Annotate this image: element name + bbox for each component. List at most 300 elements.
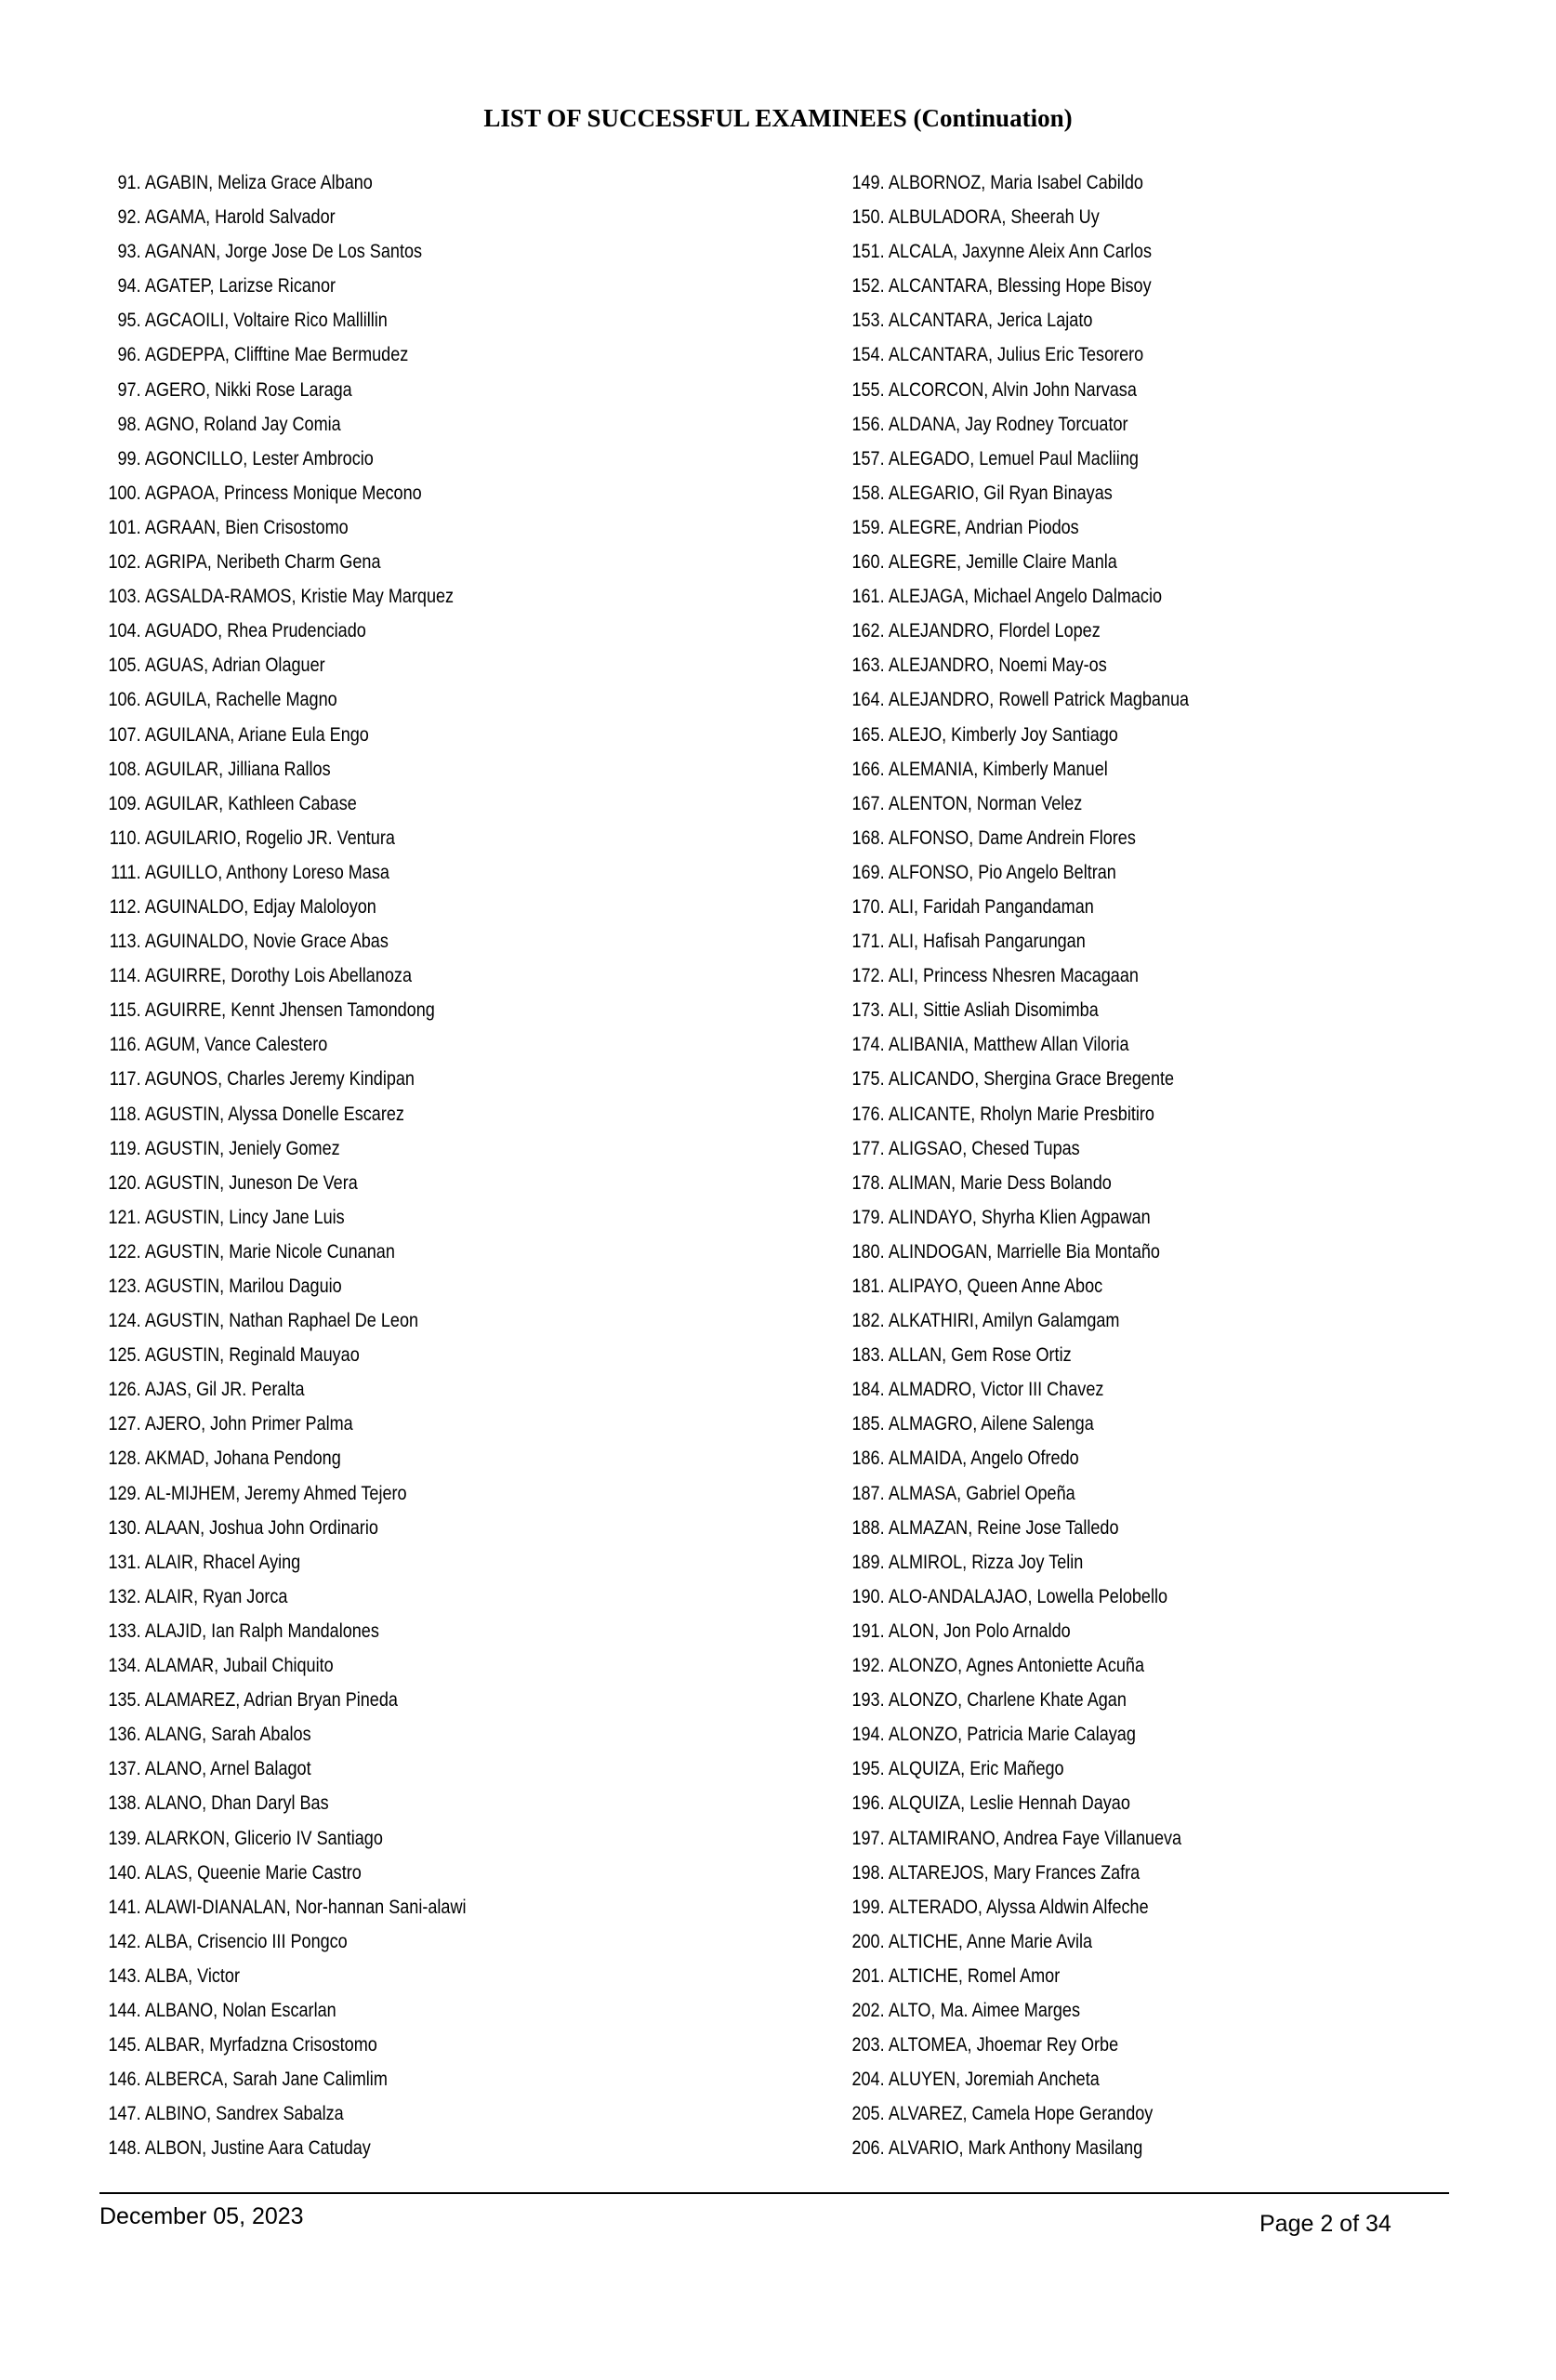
examinee-name: ALMIROL, Rizza Joy Telin bbox=[888, 1551, 1084, 1573]
examinee-name: ALEGRE, Andrian Piodos bbox=[888, 516, 1079, 538]
page-title: LIST OF SUCCESSFUL EXAMINEES (Continuation) bbox=[483, 104, 1073, 132]
examinee-entry bbox=[837, 1166, 1396, 1200]
examinee-entry bbox=[93, 993, 653, 1027]
examinee-number: 108. bbox=[108, 758, 141, 780]
examinee-name: ALEJANDRO, Rowell Patrick Magbanua bbox=[888, 689, 1190, 711]
examinee-number: 147. bbox=[108, 2103, 141, 2125]
examinee-entry bbox=[93, 648, 653, 682]
examinee-number: 182. bbox=[851, 1310, 885, 1332]
examinee-entry bbox=[93, 1476, 653, 1511]
examinee-entry bbox=[93, 614, 653, 648]
examinee-number: 142. bbox=[108, 1930, 141, 1952]
examinee-entry bbox=[837, 269, 1396, 303]
examinee-name: AGUNOS, Charles Jeremy Kindipan bbox=[144, 1068, 415, 1091]
examinee-number: 133. bbox=[108, 1620, 141, 1642]
examinee-number: 186. bbox=[851, 1448, 885, 1470]
examinee-name: ALAIR, Rhacel Aying bbox=[144, 1551, 301, 1573]
examinee-number: 141. bbox=[108, 1896, 141, 1918]
examinee-number: 122. bbox=[108, 1240, 141, 1263]
examinee-name: AJERO, John Primer Palma bbox=[144, 1413, 353, 1435]
examinee-name: ALBA, Crisencio III Pongco bbox=[144, 1930, 348, 1952]
examinee-entry bbox=[837, 890, 1396, 924]
examinee-name: AGUIRRE, Kennt Jhensen Tamondong bbox=[144, 999, 435, 1022]
examinee-number: 116. bbox=[109, 1034, 141, 1056]
examinee-entry bbox=[93, 1372, 653, 1407]
examinee-number: 204. bbox=[851, 2069, 885, 2091]
examinee-number: 144. bbox=[108, 1999, 141, 2021]
examinee-entry bbox=[93, 2131, 653, 2165]
examinee-entry bbox=[837, 1027, 1396, 1062]
examinee-number: 174. bbox=[851, 1034, 885, 1056]
examinee-entry bbox=[93, 821, 653, 855]
examinee-entry bbox=[93, 2028, 653, 2062]
examinee-name: ALLAN, Gem Rose Ortiz bbox=[888, 1344, 1072, 1367]
examinee-number: 172. bbox=[851, 965, 885, 987]
examinee-entry bbox=[837, 1786, 1396, 1820]
examinee-name: AGUM, Vance Calestero bbox=[144, 1034, 328, 1056]
examinee-entry bbox=[93, 855, 653, 890]
examinee-entry bbox=[93, 200, 653, 234]
examinee-number: 120. bbox=[108, 1171, 141, 1194]
examinee-entry bbox=[837, 303, 1396, 337]
examinee-entry bbox=[837, 1856, 1396, 1890]
examinee-number: 176. bbox=[851, 1103, 885, 1125]
examinee-name: ALMAZAN, Reine Jose Talledo bbox=[888, 1516, 1119, 1539]
examinee-name: ALENTON, Norman Velez bbox=[888, 792, 1083, 814]
examinee-entry bbox=[93, 337, 653, 372]
examinee-name: ALAMAREZ, Adrian Bryan Pineda bbox=[144, 1689, 398, 1712]
examinee-number: 189. bbox=[851, 1551, 885, 1573]
examinee-name: ALBINO, Sandrex Sabalza bbox=[144, 2103, 344, 2125]
examinee-number: 157. bbox=[851, 447, 885, 469]
examinee-entry bbox=[837, 752, 1396, 787]
examinee-name: ALBERCA, Sarah Jane Calimlim bbox=[144, 2069, 388, 2091]
examinee-entry bbox=[837, 373, 1396, 407]
examinee-entry bbox=[837, 165, 1396, 200]
examinee-name: ALAS, Queenie Marie Castro bbox=[144, 1861, 362, 1884]
examinee-name: ALEJAGA, Michael Angelo Dalmacio bbox=[888, 586, 1163, 608]
examinee-name: ALEGRE, Jemille Claire Manla bbox=[888, 551, 1117, 574]
examinee-number: 200. bbox=[851, 1930, 885, 1952]
examinee-entry bbox=[93, 1856, 653, 1890]
examinee-name: AGUILA, Rachelle Magno bbox=[144, 689, 337, 711]
footer-page-number: Page 2 of 34 bbox=[1259, 2211, 1391, 2237]
examinee-entry bbox=[93, 682, 653, 717]
examinee-number: 99. bbox=[117, 447, 141, 469]
examinee-name: AGNO, Roland Jay Comia bbox=[144, 413, 341, 435]
examinee-entry bbox=[837, 855, 1396, 890]
examinee-number: 129. bbox=[108, 1482, 141, 1504]
examinee-number: 102. bbox=[108, 551, 141, 574]
examinee-entry bbox=[837, 1441, 1396, 1475]
examinee-name: ALI, Princess Nhesren Macagaan bbox=[888, 965, 1139, 987]
examinee-entry bbox=[93, 373, 653, 407]
examinee-entry bbox=[93, 1648, 653, 1683]
examinee-name: ALCORCON, Alvin John Narvasa bbox=[888, 378, 1137, 401]
examinee-entry bbox=[837, 579, 1396, 614]
examinee-entry bbox=[837, 1614, 1396, 1648]
examinee-entry bbox=[93, 1441, 653, 1475]
examinee-number: 165. bbox=[851, 723, 885, 746]
examinee-name: ALCANTARA, Blessing Hope Bisoy bbox=[888, 275, 1152, 298]
examinee-entry bbox=[93, 2096, 653, 2131]
examinee-name: ALMASA, Gabriel Opeña bbox=[888, 1482, 1075, 1504]
examinee-name: AGUSTIN, Marie Nicole Cunanan bbox=[144, 1240, 395, 1263]
examinee-name: AGUINALDO, Edjay Maloloyon bbox=[144, 895, 376, 918]
examinee-name: ALINDAYO, Shyrha Klien Agpawan bbox=[888, 1206, 1151, 1228]
examinee-name: ALBANO, Nolan Escarlan bbox=[144, 1999, 336, 2021]
examinee-name: ALAMAR, Jubail Chiquito bbox=[144, 1655, 334, 1677]
examinee-number: 109. bbox=[108, 792, 141, 814]
examinee-number: 145. bbox=[108, 2034, 141, 2056]
examinee-name: ALKATHIRI, Amilyn Galamgam bbox=[888, 1310, 1120, 1332]
examinee-entry bbox=[837, 1062, 1396, 1096]
examinee-entry bbox=[93, 579, 653, 614]
examinee-name: ALANG, Sarah Abalos bbox=[144, 1724, 311, 1746]
examinee-name: ALANO, Arnel Balagot bbox=[144, 1758, 311, 1780]
examinee-number: 124. bbox=[108, 1310, 141, 1332]
examinee-name: AGANAN, Jorge Jose De Los Santos bbox=[144, 241, 423, 263]
examinee-number: 97. bbox=[117, 378, 141, 401]
examinee-number: 103. bbox=[108, 586, 141, 608]
examinee-name: AGCAOILI, Voltaire Rico Mallillin bbox=[144, 310, 388, 332]
examinee-entry bbox=[93, 1821, 653, 1856]
examinee-number: 143. bbox=[108, 1964, 141, 1987]
examinee-number: 136. bbox=[108, 1724, 141, 1746]
examinee-name: ALICANDO, Shergina Grace Bregente bbox=[888, 1068, 1175, 1091]
examinee-number: 98. bbox=[117, 413, 141, 435]
examinee-name: ALEGARIO, Gil Ryan Binayas bbox=[888, 482, 1113, 504]
examinee-entry bbox=[837, 1407, 1396, 1441]
examinee-name: ALINDOGAN, Marrielle Bia Montaño bbox=[888, 1240, 1160, 1263]
examinee-number: 112. bbox=[109, 895, 141, 918]
examinee-name: ALFONSO, Pio Angelo Beltran bbox=[888, 861, 1116, 883]
examinee-name: ALEJANDRO, Flordel Lopez bbox=[888, 620, 1101, 642]
examinee-number: 196. bbox=[851, 1792, 885, 1815]
examinee-name: AGUINALDO, Novie Grace Abas bbox=[144, 931, 389, 953]
examinee-number: 130. bbox=[108, 1516, 141, 1539]
examinee-number: 158. bbox=[851, 482, 885, 504]
examinee-name: AGUILLO, Anthony Loreso Masa bbox=[144, 861, 389, 883]
examinee-entry bbox=[837, 476, 1396, 510]
examinee-name: ALCANTARA, Jerica Lajato bbox=[888, 310, 1093, 332]
examinee-name: ALFONSO, Dame Andrein Flores bbox=[888, 826, 1136, 849]
examinee-number: 117. bbox=[109, 1068, 141, 1091]
examinee-entry bbox=[93, 476, 653, 510]
examinee-number: 180. bbox=[851, 1240, 885, 1263]
examinee-number: 167. bbox=[851, 792, 885, 814]
examinee-entry bbox=[93, 787, 653, 821]
examinee-name: ALEMANIA, Kimberly Manuel bbox=[888, 758, 1108, 780]
examinee-number: 169. bbox=[851, 861, 885, 883]
examinee-name: ALBORNOZ, Maria Isabel Cabildo bbox=[888, 172, 1143, 193]
examinee-number: 149. bbox=[851, 172, 885, 193]
examinee-name: ALAIR, Ryan Jorca bbox=[144, 1585, 288, 1607]
examinee-entry bbox=[837, 1717, 1396, 1752]
examinee-entry bbox=[837, 1372, 1396, 1407]
examinee-name: AGUIRRE, Dorothy Lois Abellanoza bbox=[144, 965, 412, 987]
examinee-number: 168. bbox=[851, 826, 885, 849]
examinee-number: 173. bbox=[851, 999, 885, 1022]
examinee-number: 94. bbox=[117, 275, 141, 298]
examinee-name: ALAAN, Joshua John Ordinario bbox=[144, 1516, 378, 1539]
examinee-name: ALONZO, Agnes Antoniette Acuña bbox=[888, 1655, 1144, 1677]
examinee-entry bbox=[93, 1062, 653, 1096]
examinee-entry bbox=[837, 1993, 1396, 2028]
examinee-number: 191. bbox=[851, 1620, 885, 1642]
examinee-entry bbox=[837, 442, 1396, 476]
examinee-number: 187. bbox=[851, 1482, 885, 1504]
examinee-entry bbox=[93, 303, 653, 337]
examinee-name: AGUADO, Rhea Prudenciado bbox=[144, 620, 366, 642]
examinee-entry bbox=[93, 1752, 653, 1786]
examinee-name: AGSALDA-RAMOS, Kristie May Marquez bbox=[144, 586, 455, 608]
examinee-number: 194. bbox=[851, 1724, 885, 1746]
examinee-name: ALMAIDA, Angelo Ofredo bbox=[888, 1448, 1079, 1470]
examinee-entry bbox=[837, 1338, 1396, 1372]
examinee-name: ALEJANDRO, Noemi May-os bbox=[888, 654, 1107, 677]
examinee-number: 160. bbox=[851, 551, 885, 574]
examinee-entry bbox=[837, 545, 1396, 579]
examinee-name: ALMADRO, Victor III Chavez bbox=[888, 1379, 1104, 1401]
examinee-number: 193. bbox=[851, 1689, 885, 1712]
examinee-entry bbox=[837, 1235, 1396, 1269]
examinee-number: 162. bbox=[851, 620, 885, 642]
examinee-entry bbox=[93, 234, 653, 269]
examinee-entry bbox=[93, 1166, 653, 1200]
examinee-entry bbox=[93, 1683, 653, 1717]
examinee-entry bbox=[93, 1959, 653, 1993]
examinee-number: 126. bbox=[108, 1379, 141, 1401]
examinee-entry bbox=[837, 821, 1396, 855]
examinee-number: 178. bbox=[851, 1171, 885, 1194]
examinee-name: ALBULADORA, Sheerah Uy bbox=[888, 206, 1100, 229]
examinee-number: 181. bbox=[851, 1276, 885, 1297]
examinee-number: 123. bbox=[108, 1276, 141, 1297]
examinee-number: 201. bbox=[851, 1964, 885, 1987]
examinee-name: AGUSTIN, Juneson De Vera bbox=[144, 1171, 358, 1194]
examinee-entry bbox=[93, 1338, 653, 1372]
examinee-entry bbox=[837, 648, 1396, 682]
examinee-entry bbox=[93, 1131, 653, 1166]
examinee-number: 205. bbox=[851, 2103, 885, 2125]
examinee-number: 197. bbox=[851, 1827, 885, 1849]
examinee-number: 113. bbox=[109, 931, 141, 953]
examinee-number: 93. bbox=[117, 241, 141, 263]
examinee-entry bbox=[837, 1303, 1396, 1338]
examinee-number: 206. bbox=[851, 2137, 885, 2160]
examinee-entry bbox=[93, 545, 653, 579]
examinee-name: AGABIN, Meliza Grace Albano bbox=[144, 172, 373, 193]
examinee-entry bbox=[837, 614, 1396, 648]
examinee-number: 151. bbox=[851, 241, 885, 263]
examinee-number: 95. bbox=[117, 310, 141, 332]
examinee-name: ALTAREJOS, Mary Frances Zafra bbox=[888, 1861, 1141, 1884]
footer-date: December 05, 2023 bbox=[99, 2203, 304, 2229]
examinee-name: ALCANTARA, Julius Eric Tesorero bbox=[888, 344, 1144, 366]
examinee-number: 155. bbox=[851, 378, 885, 401]
examinee-name: ALTICHE, Anne Marie Avila bbox=[888, 1930, 1093, 1952]
examinee-number: 192. bbox=[851, 1655, 885, 1677]
examinee-number: 137. bbox=[108, 1758, 141, 1780]
examinee-entry bbox=[93, 890, 653, 924]
examinee-entry bbox=[837, 1821, 1396, 1856]
examinee-number: 119. bbox=[109, 1137, 141, 1159]
examinee-number: 138. bbox=[108, 1792, 141, 1815]
examinee-entry bbox=[837, 1097, 1396, 1131]
examinee-name: ALONZO, Patricia Marie Calayag bbox=[888, 1724, 1136, 1746]
examinee-name: AGUSTIN, Jeniely Gomez bbox=[144, 1137, 340, 1159]
examinee-number: 184. bbox=[851, 1379, 885, 1401]
examinee-name: AGUILAR, Kathleen Cabase bbox=[144, 792, 357, 814]
examinee-name: AJAS, Gil JR. Peralta bbox=[144, 1379, 305, 1401]
examinee-name: ALANO, Dhan Daryl Bas bbox=[144, 1792, 329, 1815]
examinee-entry bbox=[93, 1890, 653, 1924]
examinee-name: AGUSTIN, Nathan Raphael De Leon bbox=[144, 1310, 419, 1332]
examinee-entry bbox=[837, 2131, 1396, 2165]
examinee-entry bbox=[93, 1924, 653, 1959]
examinee-name: ALIPAYO, Queen Anne Aboc bbox=[888, 1276, 1103, 1297]
examinee-name: AGAMA, Harold Salvador bbox=[144, 206, 336, 229]
examinee-entry bbox=[93, 2062, 653, 2096]
examinee-entry bbox=[837, 2062, 1396, 2096]
examinee-name: ALTICHE, Romel Amor bbox=[888, 1964, 1061, 1987]
examinee-entry bbox=[93, 1993, 653, 2028]
examinee-number: 154. bbox=[851, 344, 885, 366]
examinee-entry bbox=[837, 1511, 1396, 1545]
examinee-name: ALUYEN, Joremiah Ancheta bbox=[888, 2069, 1100, 2091]
examinee-name: ALI, Sittie Asliah Disomimba bbox=[888, 999, 1099, 1022]
examinee-number: 166. bbox=[851, 758, 885, 780]
examinee-number: 156. bbox=[851, 413, 885, 435]
examinee-name: ALEGADO, Lemuel Paul Macliing bbox=[888, 447, 1139, 469]
examinee-entry bbox=[837, 234, 1396, 269]
examinee-name: ALTOMEA, Jhoemar Rey Orbe bbox=[888, 2034, 1119, 2056]
examinee-entry bbox=[93, 1717, 653, 1752]
examinee-number: 159. bbox=[851, 516, 885, 538]
examinee-name: ALQUIZA, Leslie Hennah Dayao bbox=[888, 1792, 1130, 1815]
examinee-entry bbox=[93, 959, 653, 993]
examinee-name: AL-MIJHEM, Jeremy Ahmed Tejero bbox=[144, 1482, 407, 1504]
examinee-entry bbox=[837, 1924, 1396, 1959]
examinee-entry bbox=[93, 1786, 653, 1820]
examinee-name: ALVARIO, Mark Anthony Masilang bbox=[888, 2137, 1143, 2160]
examinee-entry bbox=[837, 510, 1396, 545]
examinee-entry bbox=[837, 1683, 1396, 1717]
examinee-number: 91. bbox=[117, 172, 141, 193]
examinee-number: 127. bbox=[108, 1413, 141, 1435]
examinee-name: AGUSTIN, Alyssa Donelle Escarez bbox=[144, 1103, 404, 1125]
examinee-name: ALI, Faridah Pangandaman bbox=[888, 895, 1094, 918]
examinee-name: ALBA, Victor bbox=[144, 1964, 240, 1987]
examinee-entry bbox=[93, 752, 653, 787]
examinee-number: 118. bbox=[109, 1103, 141, 1125]
examinee-entry bbox=[837, 1890, 1396, 1924]
examinee-number: 188. bbox=[851, 1516, 885, 1539]
examinee-entry bbox=[93, 407, 653, 442]
footer-divider bbox=[99, 2192, 1449, 2194]
examinee-entry bbox=[837, 200, 1396, 234]
examinee-entry bbox=[837, 1545, 1396, 1580]
examinee-number: 179. bbox=[851, 1206, 885, 1228]
examinee-name: AGUAS, Adrian Olaguer bbox=[144, 654, 325, 677]
examinee-entry bbox=[93, 1580, 653, 1614]
examinee-name: ALICANTE, Rholyn Marie Presbitiro bbox=[888, 1103, 1154, 1125]
examinee-entry bbox=[837, 718, 1396, 752]
examinee-name: AGRIPA, Neribeth Charm Gena bbox=[144, 551, 381, 574]
examinee-entry bbox=[837, 407, 1396, 442]
examinee-name: ALIMAN, Marie Dess Bolando bbox=[888, 1171, 1112, 1194]
examinee-name: ALBON, Justine Aara Catuday bbox=[144, 2137, 371, 2160]
examinee-number: 185. bbox=[851, 1413, 885, 1435]
examinee-name: AGUILANA, Ariane Eula Engo bbox=[144, 723, 369, 746]
examinee-number: 148. bbox=[108, 2137, 141, 2160]
examinee-number: 153. bbox=[851, 310, 885, 332]
examinee-name: ALTAMIRANO, Andrea Faye Villanueva bbox=[888, 1827, 1182, 1849]
examinee-name: AGPAOA, Princess Monique Mecono bbox=[144, 482, 422, 504]
examinee-number: 106. bbox=[108, 689, 141, 711]
examinee-entry bbox=[93, 1545, 653, 1580]
examinee-entry bbox=[837, 1269, 1396, 1303]
examinee-number: 121. bbox=[108, 1206, 141, 1228]
examinee-name: ALAJID, Ian Ralph Mandalones bbox=[144, 1620, 379, 1642]
examinee-entry bbox=[837, 787, 1396, 821]
examinee-name: ALCALA, Jaxynne Aleix Ann Carlos bbox=[888, 241, 1153, 263]
examinee-number: 131. bbox=[108, 1551, 141, 1573]
examinee-number: 163. bbox=[851, 654, 885, 677]
examinee-name: ALTO, Ma. Aimee Marges bbox=[888, 1999, 1081, 2021]
examinee-number: 128. bbox=[108, 1448, 141, 1470]
examinee-name: AGUSTIN, Reginald Mauyao bbox=[144, 1344, 360, 1367]
examinee-entry bbox=[93, 1407, 653, 1441]
examinee-entry bbox=[837, 2028, 1396, 2062]
examinee-number: 96. bbox=[117, 344, 141, 366]
examinee-name: ALEJO, Kimberly Joy Santiago bbox=[888, 723, 1118, 746]
examinee-name: ALMAGRO, Ailene Salenga bbox=[888, 1413, 1094, 1435]
examinee-number: 146. bbox=[108, 2069, 141, 2091]
examinee-name: ALIGSAO, Chesed Tupas bbox=[888, 1137, 1080, 1159]
examinee-number: 190. bbox=[851, 1585, 885, 1607]
examinee-name: ALBAR, Myrfadzna Crisostomo bbox=[144, 2034, 377, 2056]
examinee-list-left bbox=[93, 165, 744, 2165]
examinee-number: 140. bbox=[108, 1861, 141, 1884]
examinee-number: 125. bbox=[108, 1344, 141, 1367]
examinee-number: 164. bbox=[851, 689, 885, 711]
examinee-number: 198. bbox=[851, 1861, 885, 1884]
examinee-number: 177. bbox=[851, 1137, 885, 1159]
examinee-name: ALIBANIA, Matthew Allan Viloria bbox=[888, 1034, 1129, 1056]
examinee-name: AGUSTIN, Lincy Jane Luis bbox=[144, 1206, 345, 1228]
examinee-name: AGUILAR, Jilliana Rallos bbox=[144, 758, 331, 780]
examinee-name: ALARKON, Glicerio IV Santiago bbox=[144, 1827, 383, 1849]
examinee-number: 110. bbox=[109, 826, 141, 849]
examinee-name: AGERO, Nikki Rose Laraga bbox=[144, 378, 352, 401]
examinee-entry bbox=[837, 682, 1396, 717]
examinee-name: AGATEP, Larizse Ricanor bbox=[144, 275, 336, 298]
examinee-number: 183. bbox=[851, 1344, 885, 1367]
examinee-entry bbox=[93, 1303, 653, 1338]
examinee-number: 100. bbox=[108, 482, 141, 504]
examinee-entry bbox=[93, 442, 653, 476]
examinee-number: 152. bbox=[851, 275, 885, 298]
examinee-name: AKMAD, Johana Pendong bbox=[144, 1448, 341, 1470]
examinee-entry bbox=[93, 718, 653, 752]
examinee-number: 114. bbox=[109, 965, 141, 987]
examinee-name: ALTERADO, Alyssa Aldwin Alfeche bbox=[888, 1896, 1149, 1918]
examinee-entry bbox=[93, 165, 653, 200]
examinee-number: 132. bbox=[108, 1585, 141, 1607]
examinee-number: 199. bbox=[851, 1896, 885, 1918]
